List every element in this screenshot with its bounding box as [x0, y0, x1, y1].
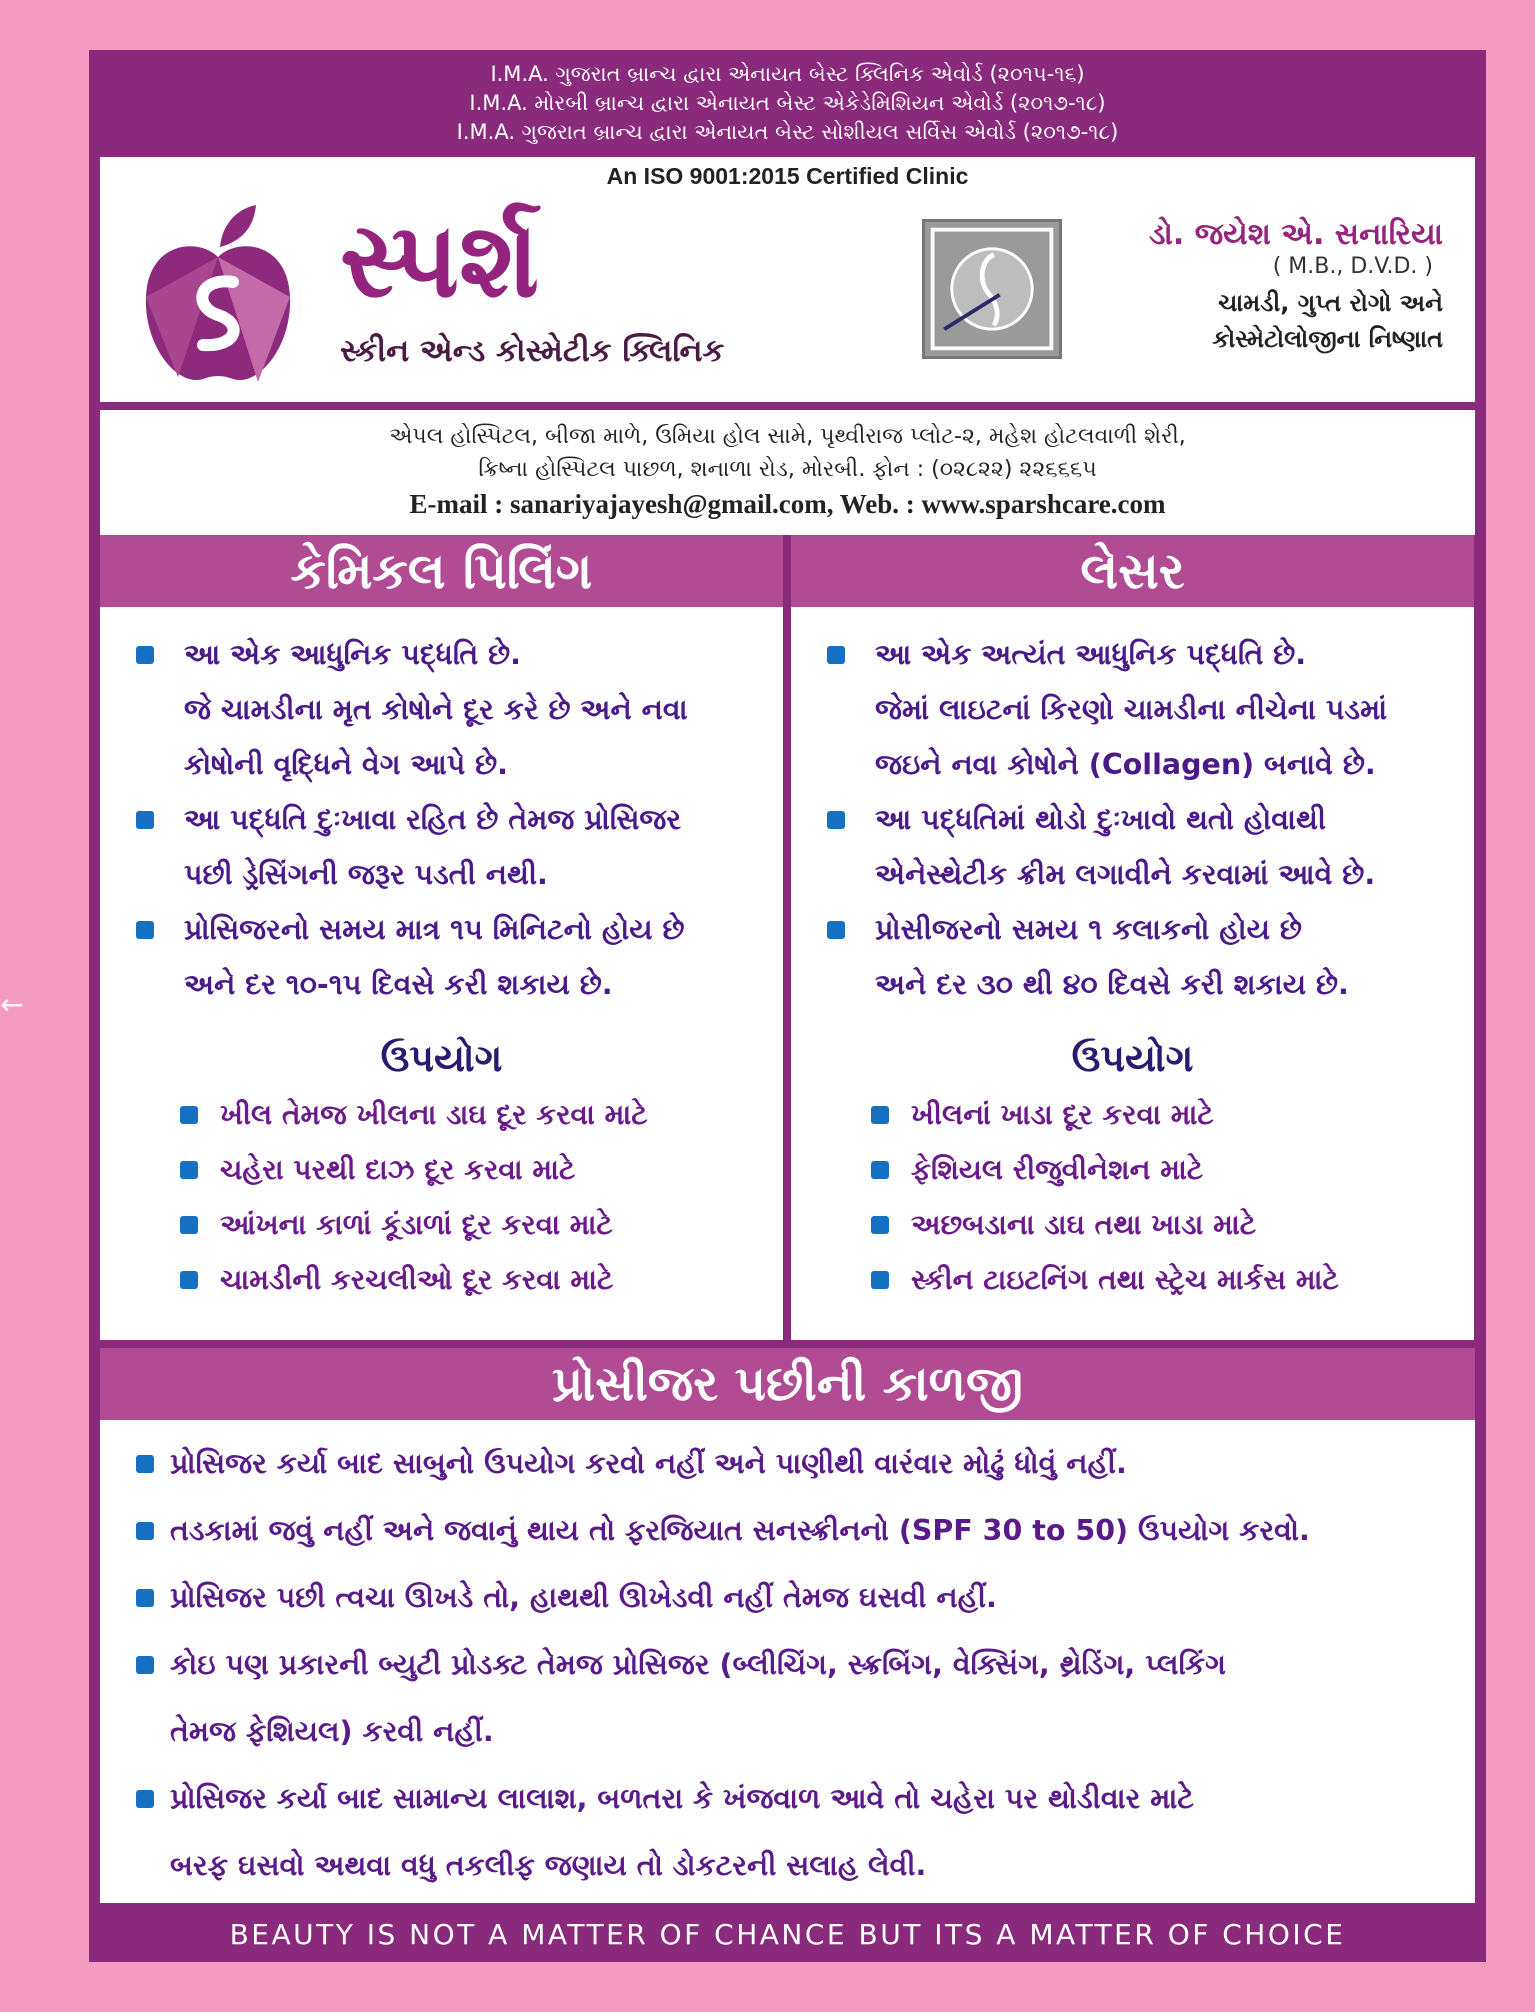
- address-line: ક્રિષ્ના હોસ્પિટલ પાછળ, શનાળા રોડ, મોરબી. ફોન : (૦૨૮૨૨) ૨૨૬૬૬૫: [478, 457, 1097, 482]
- bullet-icon: [136, 1790, 154, 1808]
- bullet-icon: [136, 1455, 154, 1473]
- list-item: અને દર ૩૦ થી ૪૦ દિવસે કરી શકાય છે.: [875, 968, 1349, 1001]
- list-item: તેમજ ફેશિયલ) કરવી નહીં.: [170, 1715, 494, 1748]
- list-item: ચામડીની કરચલીઓ દૂર કરવા માટે: [174, 1252, 783, 1307]
- list-item: સ્કીન ટાઇટનિંગ તથા સ્ટ્રેચ માર્કસ માટે: [865, 1252, 1474, 1307]
- address-block: [100, 410, 1475, 535]
- iso-certification: An ISO 9001:2015 Certified Clinic: [606, 163, 969, 189]
- apple-logo-icon: [138, 197, 298, 387]
- doctor-info: [1023, 217, 1443, 357]
- bullet-icon: [136, 1589, 154, 1607]
- list-item: આ પદ્ધતિમાં થોડો દુઃખાવો થતો હોવાથી: [821, 792, 1454, 847]
- bullet-icon: [180, 1161, 198, 1179]
- laser-section: [791, 535, 1474, 1340]
- bullet-icon: [136, 646, 154, 664]
- list-item: ચહેરા પરથી દાઝ દૂર કરવા માટે: [174, 1142, 783, 1197]
- bullet-icon: [827, 646, 845, 664]
- left-arrow-icon: ←: [0, 988, 24, 1021]
- section-title: લેસર: [791, 535, 1474, 607]
- doctor-degree: ( M.B., D.V.D. ): [1272, 254, 1433, 279]
- bullet-icon: [136, 921, 154, 939]
- doctor-specialty: કોસ્મેટોલોજીના નિષ્ણાત: [1212, 325, 1443, 353]
- doctor-specialty: ચામડી, ગુપ્ત રોગો અને: [1218, 289, 1443, 317]
- contact-line: E-mail : sanariyajayesh@gmail.com, Web. : www.sparshcare.com: [409, 489, 1166, 519]
- footer-slogan: BEAUTY IS NOT A MATTER OF CHANCE BUT ITS A MATTER OF CHOICE: [229, 1918, 1346, 1951]
- bullet-icon: [871, 1161, 889, 1179]
- bullet-icon: [136, 811, 154, 829]
- list-item: એનેસ્થેટીક ક્રીમ લગાવીને કરવામાં આવે છે.: [875, 858, 1376, 891]
- award-line: I.M.A. ગુજરાત બ્રાન્ચ દ્વારા એનાયત બેસ્ટ સોશીયલ સર્વિસ એવોર્ડ (૨૦૧૭-૧૮): [456, 120, 1119, 144]
- bullet-icon: [827, 921, 845, 939]
- chemical-peeling-section: [100, 535, 783, 1340]
- bullet-icon: [871, 1216, 889, 1234]
- bullet-icon: [136, 1656, 154, 1674]
- flyer: [89, 50, 1486, 1962]
- list-item: જઇને નવા કોષોને (Collagen) બનાવે છે.: [875, 748, 1376, 781]
- list-item: આ એક અત્યંત આધુનિક પદ્ધતિ છે.: [821, 627, 1454, 682]
- clinic-tagline: સ્કીન એન્ડ કોસ્મેટીક ક્લિનિક: [340, 333, 725, 369]
- bullet-icon: [827, 811, 845, 829]
- list-item: પ્રોસિજર કર્યા બાદ સાબુનો ઉપયોગ કરવો નહીં અને પાણીથી વારંવાર મોઢું ધોવું નહીં.: [130, 1430, 1465, 1497]
- section-title: કેમિકલ પિલિંગ: [100, 535, 783, 607]
- feature-list: [791, 607, 1474, 1012]
- section-title: પ્રોસીજર પછીની કાળજી: [100, 1348, 1475, 1420]
- list-item: કોઇ પણ પ્રકારની બ્યુટી પ્રોડક્ટ તેમજ પ્રોસિજર (બ્લીચિંગ, સ્ક્રબિંગ, વેક્સિંગ, થ્રેડિંગ, પ્લકિંગ: [130, 1631, 1465, 1698]
- uses-list: [791, 1087, 1474, 1307]
- list-item: આ પદ્ધતિ દુઃખાવા રહિત છે તેમજ પ્રોસિજર: [130, 792, 763, 847]
- doctor-name: ડો. જયેશ એ. સનારિયા: [1148, 217, 1443, 252]
- list-item: જેમાં લાઇટનાં કિરણો ચામડીના નીચેના પડમાં: [875, 693, 1388, 726]
- list-item: અને દર ૧૦-૧૫ દિવસે કરી શકાય છે.: [184, 968, 613, 1001]
- bullet-icon: [871, 1271, 889, 1289]
- list-item: કોષોની વૃદ્ધિને વેગ આપે છે.: [184, 748, 509, 781]
- bullet-icon: [871, 1106, 889, 1124]
- uses-list: [100, 1087, 783, 1307]
- list-item: ફેશિયલ રીજુવીનેશન માટે: [865, 1142, 1474, 1197]
- clinic-header: [100, 157, 1475, 402]
- list-item: પ્રોસિજર કર્યા બાદ સામાન્ય લાલાશ, બળતરા કે ખંજવાળ આવે તો ચહેરા પર થોડીવાર માટે: [130, 1765, 1465, 1832]
- feature-list: [100, 607, 783, 1012]
- address-line: એપલ હોસ્પિટલ, બીજા માળે, ઉમિયા હોલ સામે, પૃથ્વીરાજ પ્લોટ-૨, મહેશ હોટલવાળી શેરી,: [389, 424, 1186, 449]
- bullet-icon: [180, 1106, 198, 1124]
- aftercare-list: [100, 1420, 1475, 1899]
- list-item: પછી ડ્રેસિંગની જરૂર પડતી નથી.: [184, 858, 548, 891]
- bullet-icon: [136, 1522, 154, 1540]
- list-item: પ્રોસીજરનો સમય ૧ કલાકનો હોય છે: [821, 902, 1454, 957]
- aftercare-section: [100, 1348, 1475, 1903]
- uses-title: ઉપયોગ: [1071, 1036, 1194, 1080]
- bullet-icon: [180, 1216, 198, 1234]
- list-item: તડકામાં જવું નહીં અને જવાનું થાય તો ફરજિયાત સનસ્ક્રીનનો (SPF 30 to 50) ઉપયોગ કરવો.: [130, 1497, 1465, 1564]
- clinic-brand-name: સ્પર્શ: [340, 199, 540, 321]
- award-line: I.M.A. મોરબી બ્રાન્ચ દ્વારા એનાયત બેસ્ટ એકેડેમિશિયન એવોર્ડ (૨૦૧૭-૧૮): [469, 91, 1106, 115]
- bullet-icon: [180, 1271, 198, 1289]
- list-item: બરફ ઘસવો અથવા વધુ તકલીફ જણાય તો ડોકટરની સલાહ લેવી.: [170, 1849, 927, 1882]
- list-item: પ્રોસિજર પછી ત્વચા ઊખડે તો, હાથથી ઊખેડવી નહીં તેમજ ઘસવી નહીં.: [130, 1564, 1465, 1631]
- list-item: અછબડાના ડાઘ તથા ખાડા માટે: [865, 1197, 1474, 1252]
- list-item: આંખના કાળાં કૂંડાળાં દૂર કરવા માટે: [174, 1197, 783, 1252]
- list-item: ખીલનાં ખાડા દૂર કરવા માટે: [865, 1087, 1474, 1142]
- list-item: ખીલ તેમજ ખીલના ડાઘ દૂર કરવા માટે: [174, 1087, 783, 1142]
- awards-banner: [89, 50, 1486, 157]
- list-item: પ્રોસિજરનો સમય માત્ર ૧૫ મિનિટનો હોય છે: [130, 902, 763, 957]
- list-item: આ એક આધુનિક પદ્ધતિ છે.: [130, 627, 763, 682]
- award-line: I.M.A. ગુજરાત બ્રાન્ચ દ્વારા એનાયત બેસ્ટ ક્લિનિક એવોર્ડ (૨૦૧૫-૧૬): [490, 62, 1085, 86]
- uses-title: ઉપયોગ: [380, 1036, 503, 1080]
- list-item: જે ચામડીના મૃત કોષોને દૂર કરે છે અને નવા: [184, 693, 688, 726]
